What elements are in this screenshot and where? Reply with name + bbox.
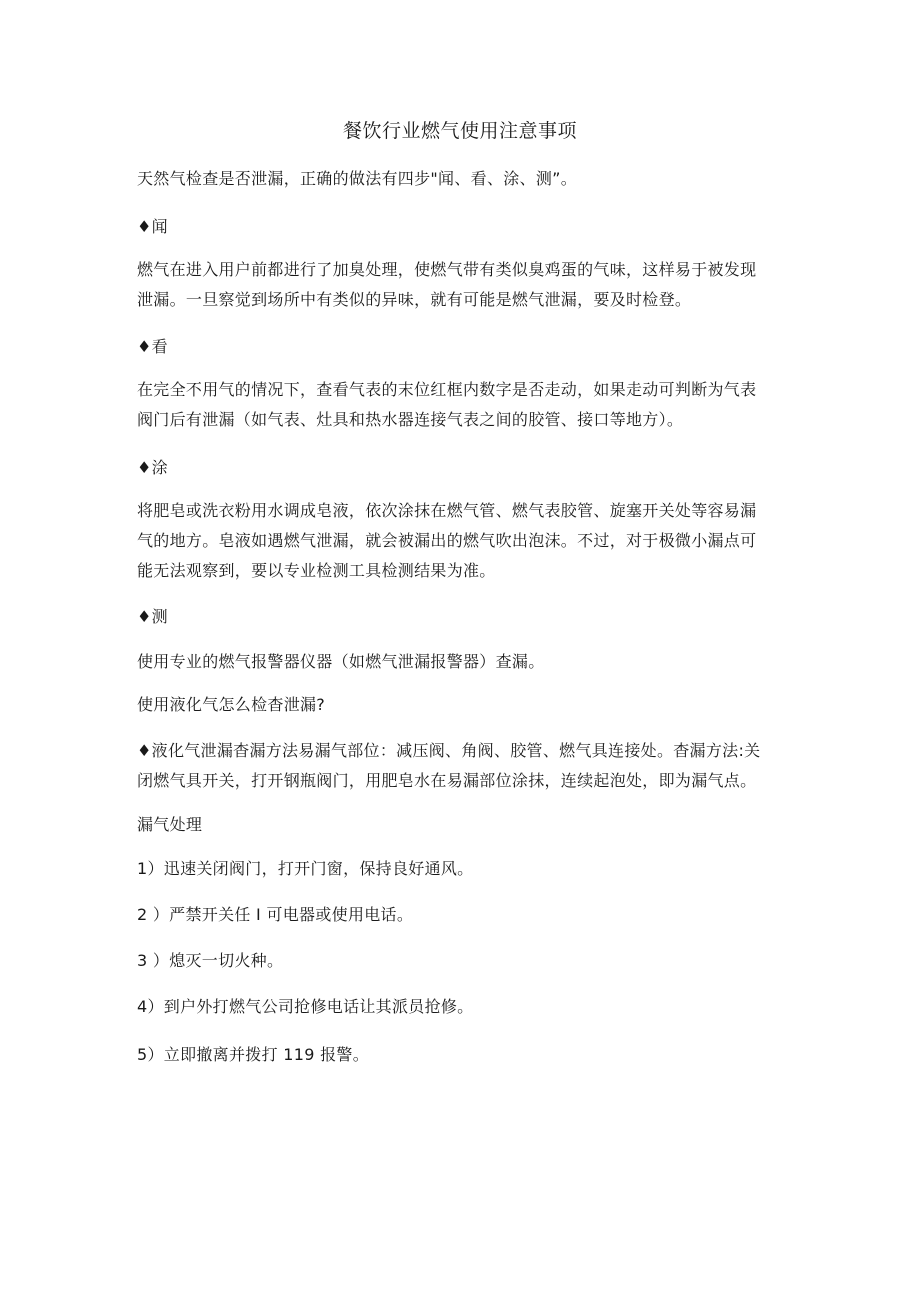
lpg-question: 使用液化气怎么检杳泄漏? — [137, 695, 326, 714]
section-heading-wen: ♦闻 — [137, 217, 168, 236]
handling-step-3: 3 ）熄灭一切火种。 — [137, 951, 284, 970]
section-body-ce: 使用专业的燃气报警器仪器（如燃气泄漏报警器）查漏。 — [137, 652, 545, 671]
document-title: 餐饮行业燃气使用注意事项 — [342, 120, 577, 142]
section-heading-tu: ♦涂 — [137, 458, 168, 477]
handling-step-2: 2 ）严禁开关任 I 可电器或使用电话。 — [137, 905, 414, 924]
body-line: 能无法观察到，要以专业检测工具检测结果为准。 — [137, 561, 496, 580]
section-body-kan — [137, 375, 787, 435]
section-heading-ce: ♦测 — [137, 607, 168, 626]
section-body-tu — [137, 496, 787, 586]
body-line: 阀门后有泄漏（如气表、灶具和热水器连接气表之间的胶管、接口等地方）。 — [137, 410, 684, 429]
section-body-wen — [137, 255, 787, 315]
handling-step-1: 1）迅速关闭阀门，打开门窗，保持良好通风。 — [137, 859, 474, 878]
handling-heading: 漏气处理 — [137, 815, 203, 834]
body-line: 在完全不用气的情况下，查看气表的末位红框内数字是否走动，如果走动可判断为气表 — [137, 380, 757, 399]
intro-text: 天然气检查是否泄漏，正确的做法有四步"闻、看、涂、测”。 — [137, 169, 578, 188]
body-line: 将肥皂或洗衣粉用水调成皂液，依次涂抹在燃气管、燃气表胶管、旋塞开关处等容易漏 — [137, 501, 757, 520]
section-heading-kan: ♦看 — [137, 337, 168, 356]
lpg-body — [137, 736, 787, 796]
handling-step-5: 5）立即撤离并拨打 119 报警。 — [137, 1045, 369, 1064]
body-line: 气的地方。皂液如遇燃气泄漏，就会被漏出的燃气吹出泡沫。不过，对于极微小漏点可 — [137, 531, 757, 550]
body-line: ♦液化气泄漏杳漏方法易漏气部位：减压阀、角阀、胶管、燃气具连接处。杳漏方法:关 — [137, 741, 761, 760]
handling-step-4: 4）到户外打燃气公司抢修电话让其派员抢修。 — [137, 997, 474, 1016]
body-line: 燃气在进入用户前都进行了加臭处理，使燃气带有类似臭鸡蛋的气味，这样易于被发现 — [137, 260, 757, 279]
body-line: 泄漏。一旦察觉到场所中有类似的异味，就有可能是燃气泄漏，要及时检登。 — [137, 290, 692, 309]
body-line: 闭燃气具开关，打开钢瓶阀门，用肥皂水在易漏部位涂抹，连续起泡处，即为漏气点。 — [137, 771, 757, 790]
